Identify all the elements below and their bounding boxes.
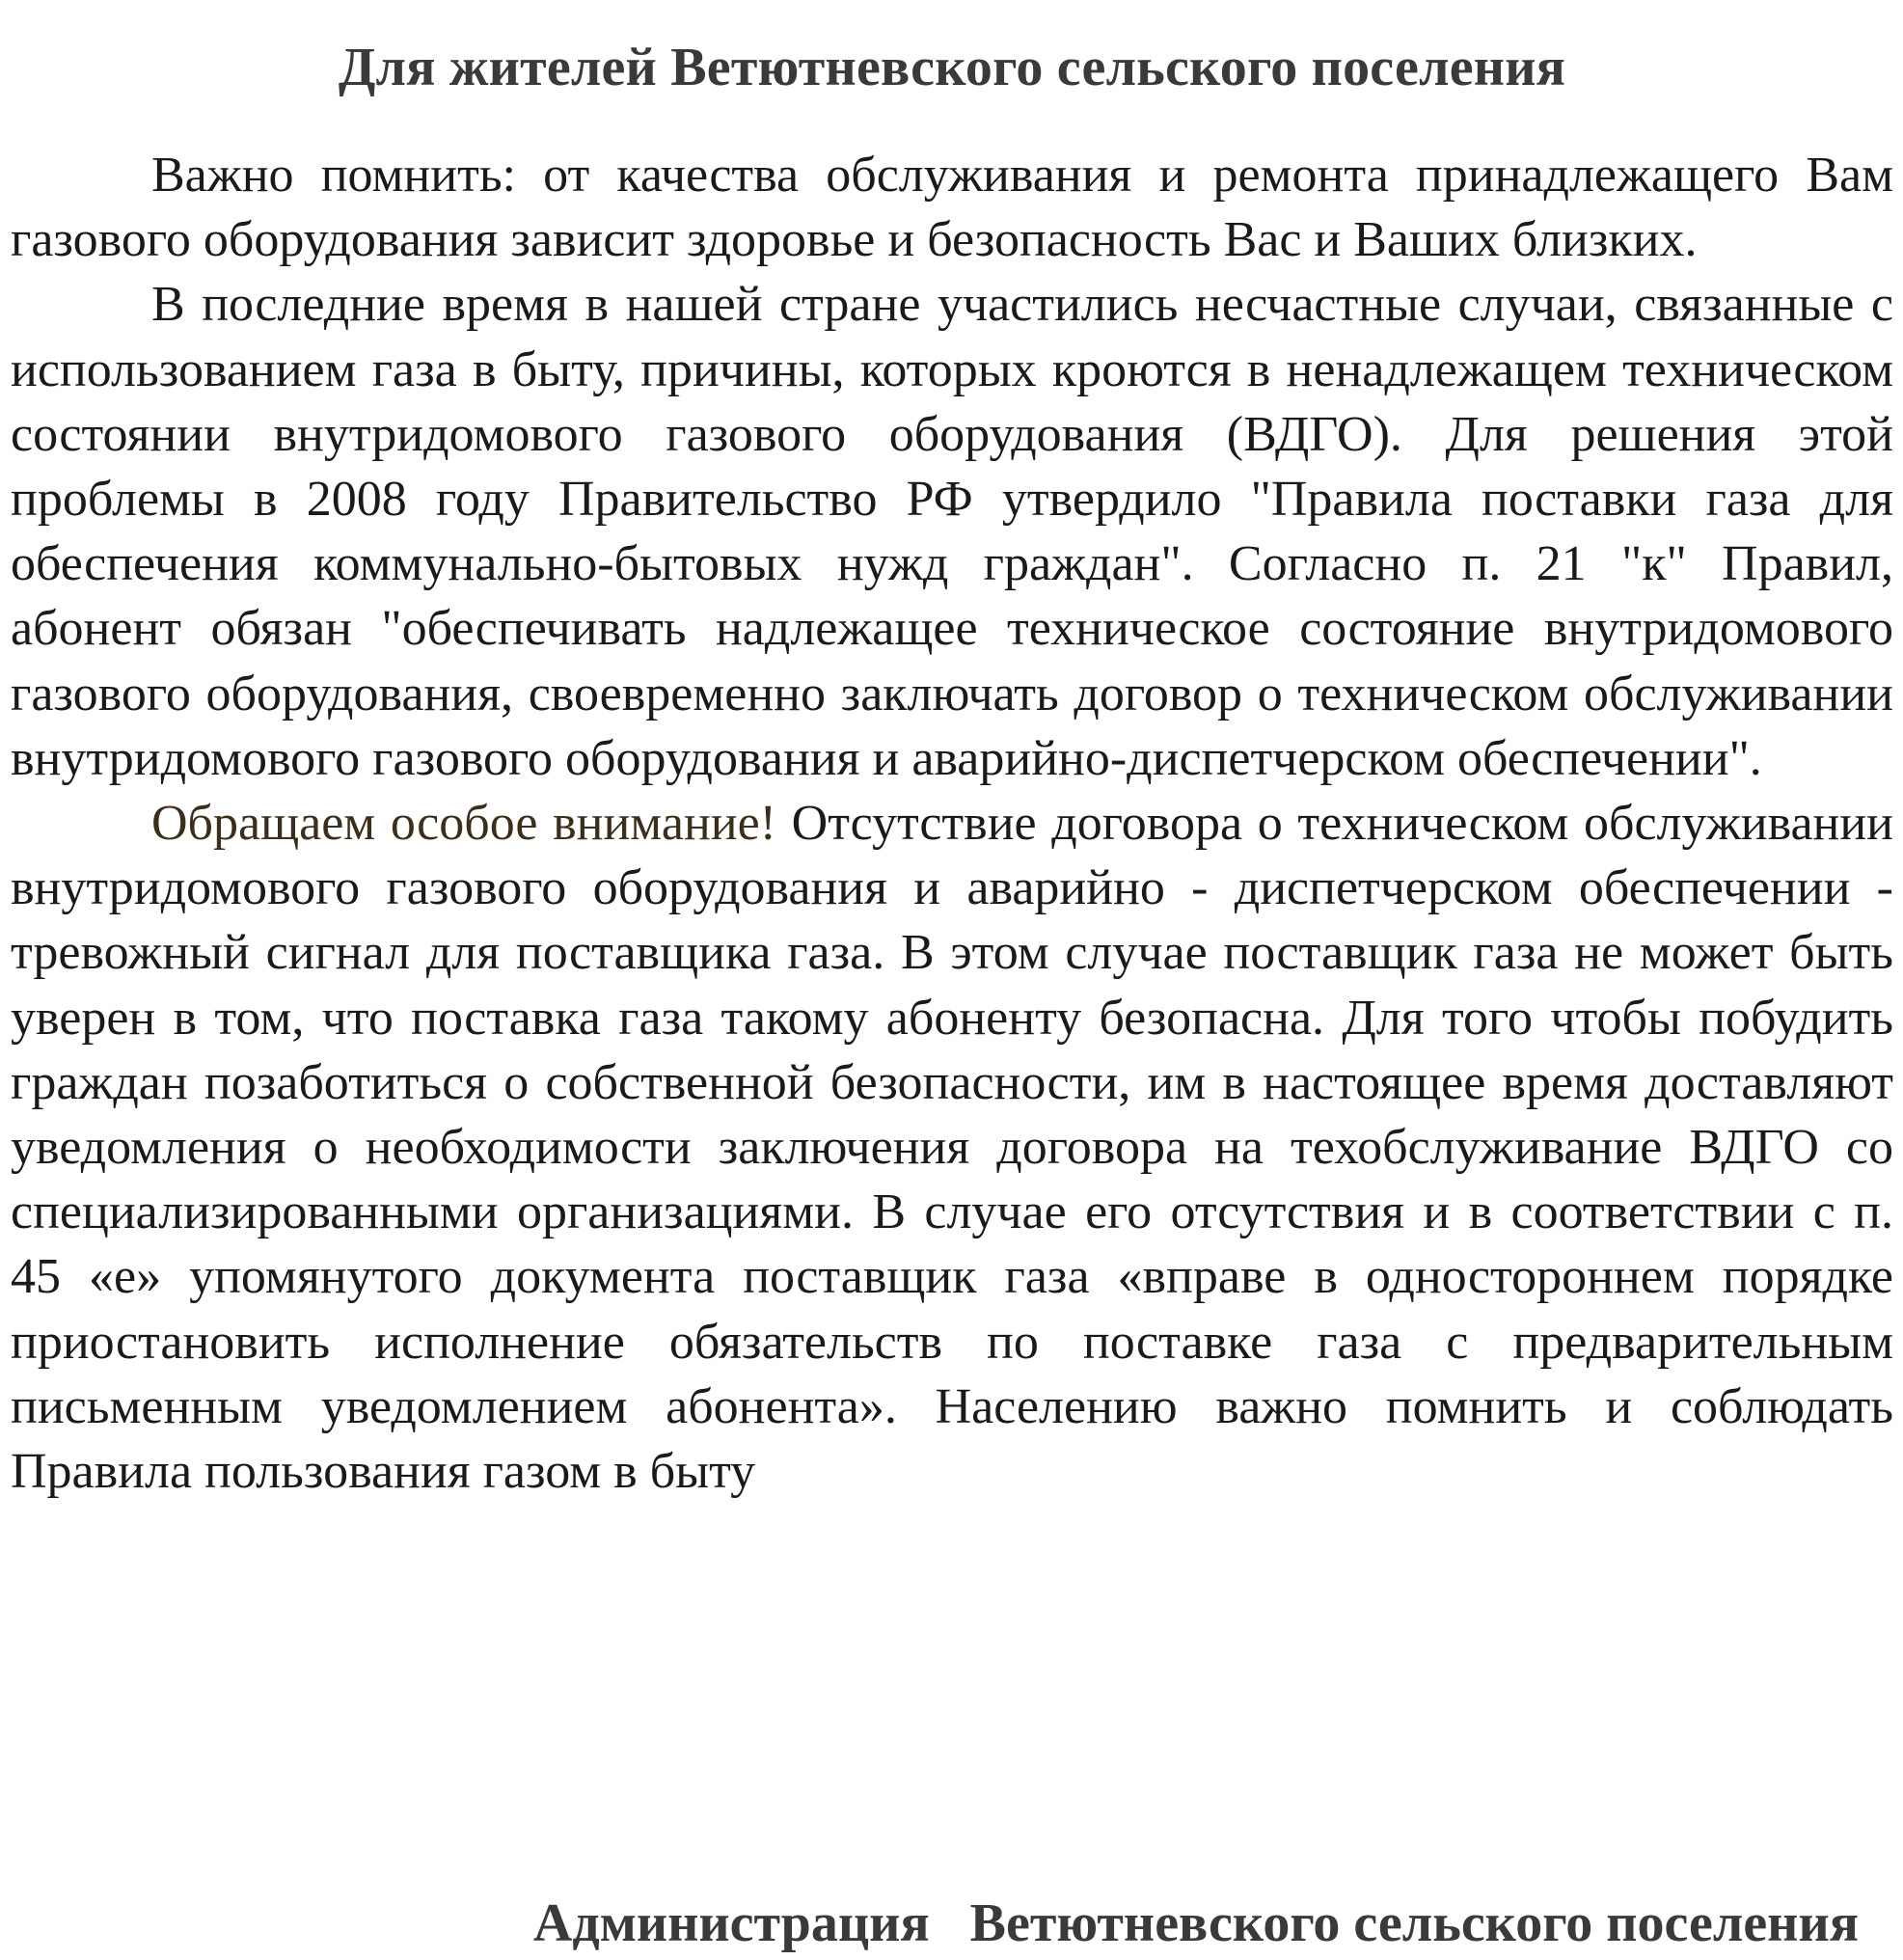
document-page	[11, 0, 1893, 1504]
signature: Администрация Ветютневского сельского поселения	[532, 1893, 1859, 1953]
paragraph-warning	[11, 791, 1893, 1504]
warning-text: Отсутствие договора о техническом обслуживании внутридомового газового оборудования и аварийно - диспетчерском обеспечении - тревожный сигнал для поставщика газа. В этом случае поставщик газа не может быть уверен в том, что поставка газа такому абоненту безопасна. Для того чтобы побудить граждан позаботиться о собственной безопасности, им в настоящее время доставляют уведомления о необходимости заключения договора на техобслуживание ВДГО со специализированными организациями. В случае его отсутствия и в соответствии с п. 45 «е» упомянутого документа поставщик газа «вправе в одностороннем порядке приостановить исполнение обязательств по поставке газа с предварительным письменным уведомлением абонента». Населению важно помнить и соблюдать Правила пользования газом в быту	[11, 796, 1894, 1500]
paragraph-intro: Важно помнить: от качества обслуживания и ремонта принадлежащего Вам газового оборудования зависит здоровье и безопасность Вас и Ваших близких.	[11, 148, 1893, 268]
warning-lead: Обращаем особое внимание!	[151, 796, 776, 852]
document-title: Для жителей Ветютневского сельского поселения	[338, 38, 1566, 97]
paragraph-rules: В последние время в нашей стране участились несчастные случаи, связанные с использованием газа в быту, причины, которых кроются в ненадлежащем техническом состоянии внутридомового газового оборудования (ВДГО). Для решения этой проблемы в 2008 году Правительство РФ утвердило "Правила поставки газа для обеспечения коммунально-бытовых нужд граждан". Согласно п. 21 "к" Правил, абонент обязан "обеспечивать надлежащее техническое состояние внутридомового газового оборудования, своевременно заключать договор о техническом обслуживании внутридомового газового оборудования и аварийно-диспетчерском обеспечении".	[11, 277, 1893, 786]
document-body	[11, 143, 1893, 1504]
